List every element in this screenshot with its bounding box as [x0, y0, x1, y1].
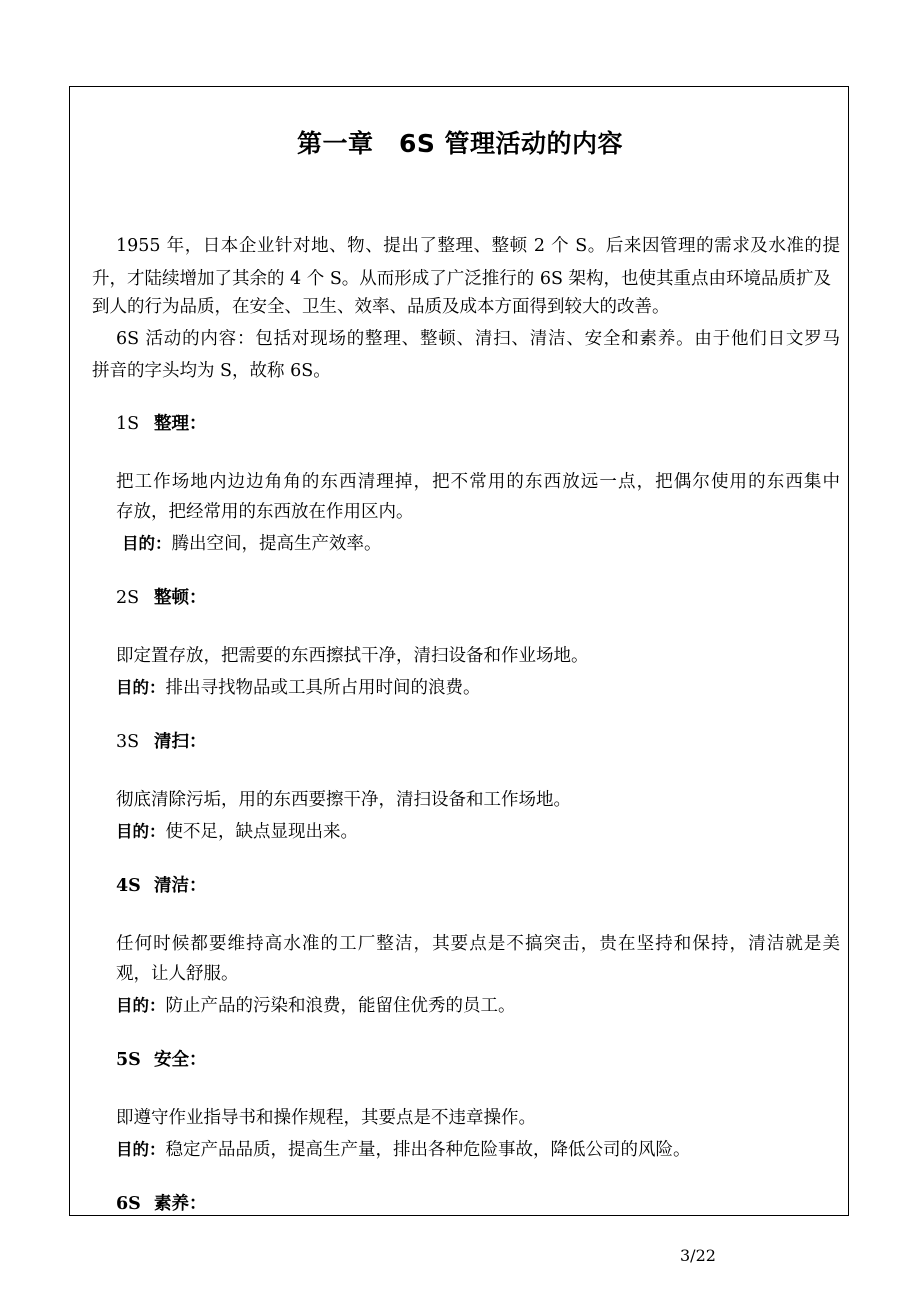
goal-label: 目的： — [116, 996, 166, 1015]
section-name: 整顿： — [154, 588, 207, 608]
section-2s-goal — [116, 676, 481, 700]
section-5s-desc-1: 即遵守作业指导书和操作规程，其要点是不违章操作。 — [116, 1108, 536, 1128]
page-number: 3/22 — [680, 1246, 716, 1265]
intro-line-3: 到人的行为品质，在安全、卫生、效率、品质及成本方面得到较大的改善。 — [92, 297, 670, 317]
section-2s-desc-1: 即定置存放，把需要的东西擦拭干净，清扫设备和作业场地。 — [116, 646, 589, 666]
section-heading-5s — [116, 1048, 207, 1072]
section-number: 5S — [116, 1050, 141, 1070]
section-number: 3S — [116, 732, 140, 752]
section-heading-2s — [116, 586, 207, 610]
section-number: 4S — [116, 876, 141, 896]
page-frame — [69, 86, 849, 1216]
intro-line-1: 1955 年，日本企业针对地、物、提出了整理、整顿 2 个 S。后来因管理的需求及水准的提 — [116, 236, 840, 256]
goal-label: 目的： — [116, 678, 166, 697]
section-name: 安全： — [154, 1050, 207, 1070]
goal-label: 目的： — [116, 1140, 166, 1159]
section-4s-goal — [116, 994, 516, 1018]
intro-line-4: 6S 活动的内容：包括对现场的整理、整顿、清扫、清洁、安全和素养。由于他们日文罗马 — [116, 329, 840, 349]
goal-text: 防止产品的污染和浪费，能留住优秀的员工。 — [165, 996, 516, 1016]
section-number: 6S — [116, 1194, 141, 1214]
section-1s-desc-2: 存放，把经常用的东西放在作用区内。 — [116, 502, 414, 522]
section-5s-goal — [116, 1138, 691, 1162]
section-1s-desc-1: 把工作场地内边边角角的东西清理掉，把不常用的东西放远一点，把偶尔使用的东西集中 — [116, 472, 840, 492]
section-1s-goal — [122, 532, 382, 556]
section-name: 整理： — [154, 414, 207, 434]
section-number: 2S — [116, 588, 140, 608]
goal-text: 使不足，缺点显现出来。 — [165, 822, 358, 842]
section-4s-desc-2: 观，让人舒服。 — [116, 964, 239, 984]
section-name: 清扫： — [154, 732, 207, 752]
goal-label: 目的： — [116, 822, 166, 841]
intro-line-5: 拼音的字头均为 S，故称 6S。 — [92, 361, 331, 381]
section-heading-1s — [116, 412, 207, 436]
section-name: 素养： — [154, 1194, 207, 1214]
section-heading-6s — [116, 1192, 207, 1216]
section-3s-desc-1: 彻底清除污垢，用的东西要擦干净，清扫设备和工作场地。 — [116, 790, 571, 810]
section-number: 1S — [116, 414, 140, 434]
section-name: 清洁： — [154, 876, 207, 896]
section-heading-4s — [116, 874, 207, 898]
goal-text: 稳定产品品质，提高生产量，排出各种危险事故，降低公司的风险。 — [165, 1140, 691, 1160]
section-heading-3s — [116, 730, 207, 754]
goal-text: 排出寻找物品或工具所占用时间的浪费。 — [165, 678, 481, 698]
intro-line-2: 升，才陆续增加了其余的 4 个 S。从而形成了广泛推行的 6S 架构，也使其重点由环境品质扩及 — [92, 269, 832, 289]
goal-label: 目的： — [122, 534, 172, 553]
chapter-title: 第一章 6S 管理活动的内容 — [296, 129, 624, 158]
goal-text: 腾出空间，提高生产效率。 — [171, 534, 382, 554]
section-3s-goal — [116, 820, 358, 844]
section-4s-desc-1: 任何时候都要维持高水准的工厂整洁，其要点是不搞突击，贵在坚持和保持，清洁就是美 — [116, 934, 840, 954]
